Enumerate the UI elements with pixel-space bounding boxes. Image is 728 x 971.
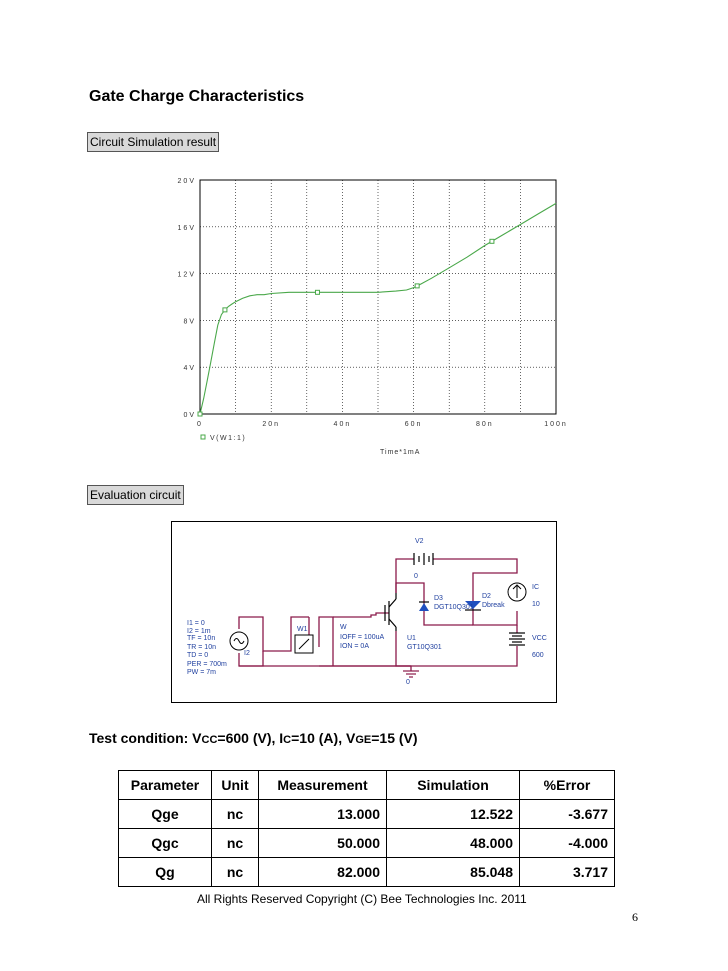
cell-error: 3.717 [520, 858, 615, 887]
y-tick-label: 4V [183, 365, 196, 373]
cell-error: -4.000 [520, 829, 615, 858]
header-measurement: Measurement [259, 771, 387, 800]
battery-name: V2 [415, 538, 424, 545]
stim-param-1: I2 = 1m [187, 628, 211, 635]
simulation-section-label: Circuit Simulation result [87, 132, 219, 152]
cell-error: -3.677 [520, 800, 615, 829]
x-tick-label: 80n [475, 421, 494, 428]
series-marker [198, 412, 202, 416]
series-marker [315, 290, 319, 294]
x-tick-label: 100n [544, 421, 568, 428]
d2-name: D2 [482, 593, 491, 600]
test-condition: Test condition: VCC=600 (V), IC=10 (A), VGE=15 (V) [89, 730, 418, 746]
page-title: Gate Charge Characteristics [89, 88, 305, 105]
stim-param-2: TF = 10n [187, 635, 216, 642]
gate-charge-chart [150, 172, 570, 462]
d2-model: Dbreak [482, 602, 505, 609]
igbt-model: GT10Q301 [407, 644, 442, 651]
header-unit: Unit [212, 771, 259, 800]
y-tick-label: 8V [183, 318, 196, 326]
cell-measurement: 50.000 [259, 829, 387, 858]
cell-parameter: Qg [119, 858, 212, 887]
legend-marker [201, 435, 205, 439]
table-row [119, 829, 615, 858]
header-error: %Error [520, 771, 615, 800]
cell-unit: nc [212, 858, 259, 887]
node-zero-top: 0 [414, 573, 418, 580]
x-axis-label: Time*1mA [380, 449, 421, 456]
d3-model: DGT10Q301 [434, 604, 474, 611]
series-marker [490, 239, 494, 243]
stim-param-6: PW = 7m [187, 669, 216, 676]
stim-param-5: PER = 700m [187, 661, 227, 668]
switch-param-0: IOFF = 100uA [340, 634, 385, 641]
legend-label: V(W1:1) [210, 435, 247, 442]
stim-param-4: TD = 0 [187, 652, 209, 659]
series-marker [415, 284, 419, 288]
cell-simulation: 85.048 [387, 858, 520, 887]
switch-name: W1 [297, 626, 308, 633]
y-tick-label: 0V [183, 412, 196, 419]
x-tick-label: 60n [404, 421, 423, 428]
stim-param-3: TR = 10n [187, 644, 216, 651]
results-table [118, 770, 615, 887]
cell-parameter: Qgc [119, 829, 212, 858]
x-tick-label: 20n [262, 421, 281, 428]
table-row [119, 858, 615, 887]
y-tick-label: 16V [177, 224, 196, 232]
x-tick-label: 0 [197, 421, 203, 428]
ic-value: 10 [532, 601, 540, 608]
series-marker [223, 308, 227, 312]
cell-unit: nc [212, 800, 259, 829]
circuit-frame [172, 522, 557, 703]
page-number: 6 [632, 910, 638, 924]
cell-parameter: Qge [119, 800, 212, 829]
cell-simulation: 48.000 [387, 829, 520, 858]
copyright-notice: All Rights Reserved Copyright (C) Bee Technologies Inc. 2011 [197, 892, 527, 906]
evaluation-section-label: Evaluation circuit [87, 485, 184, 505]
stim-param-0: I1 = 0 [187, 620, 205, 627]
cell-measurement: 82.000 [259, 858, 387, 887]
evaluation-circuit [171, 521, 557, 703]
vcc-name: VCC [532, 635, 547, 642]
table-row [119, 800, 615, 829]
header-simulation: Simulation [387, 771, 520, 800]
cell-measurement: 13.000 [259, 800, 387, 829]
node-zero-bottom: 0 [406, 679, 410, 686]
y-tick-label: 12V [177, 271, 196, 279]
igbt-name: U1 [407, 635, 416, 642]
vcc-value: 600 [532, 652, 544, 659]
ic-name: IC [532, 584, 539, 591]
cell-unit: nc [212, 829, 259, 858]
switch-param-1: ION = 0A [340, 643, 369, 650]
x-tick-label: 40n [333, 421, 352, 428]
switch-label: W [340, 624, 347, 631]
cell-simulation: 12.522 [387, 800, 520, 829]
table-header-row [119, 771, 615, 800]
d3-name: D3 [434, 595, 443, 602]
y-tick-label: 20V [177, 178, 196, 185]
source-name: I2 [244, 650, 250, 657]
header-parameter: Parameter [119, 771, 212, 800]
